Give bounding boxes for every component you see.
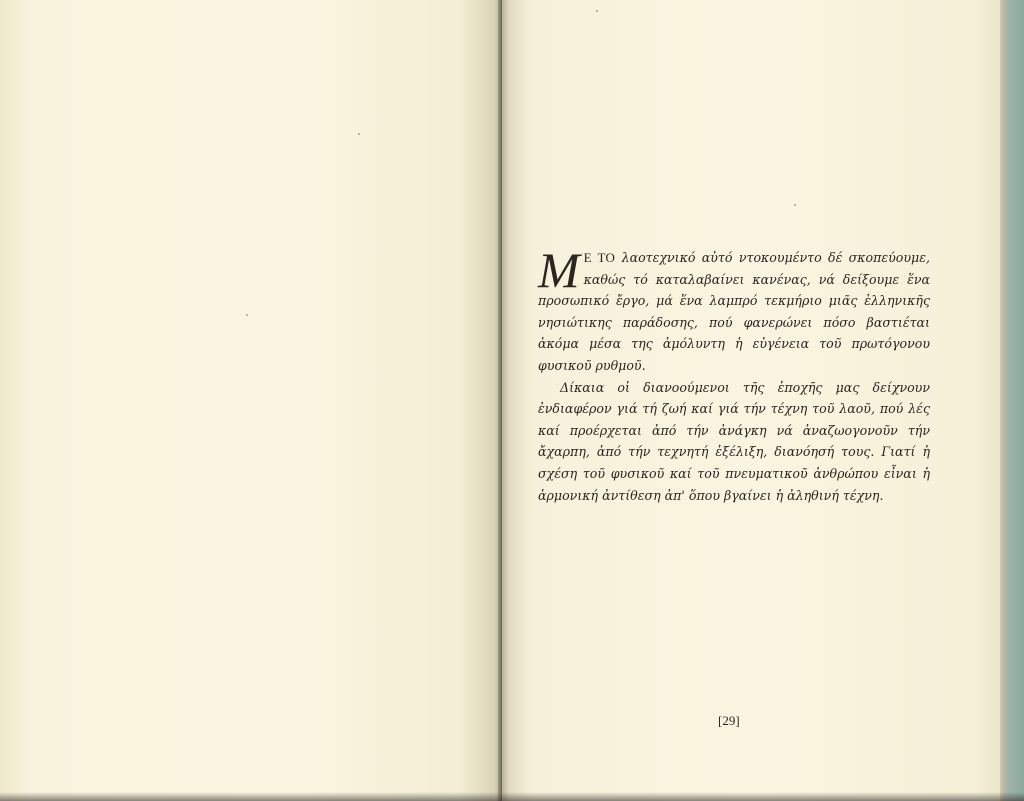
paper-speck — [794, 204, 796, 206]
paper-speck — [358, 133, 360, 135]
paragraph-2: Δίκαια οἱ διανοούμενοι τῆς ἐποχῆς μας δείχνουν ἐνδιαφέρον γιά τή ζωή καί γιά τήν τέχνη τοῦ λαοῦ, πού λές καί προέρχεται ἀπό τήν ἀνάγκη νά ἀναζωογονοῦν τήν ἄχαρπη, ἀπό τήν τεχνητή ἐξέλιξη, διανόησή τους. Γιατί ἡ σχέση τοῦ φυσικοῦ καί τοῦ πνευματικοῦ ἀνθρώπου εἶναι ἡ ἁρμονική ἀντίθεση ἀπ' ὅπου βγαίνει ἡ ἀληθινή τέχνη. — [538, 379, 930, 503]
bottom-shadow — [0, 792, 1024, 801]
left-page-blank — [0, 0, 500, 801]
paper-speck — [596, 10, 598, 12]
paragraph-1 — [538, 242, 930, 377]
page-number: [29] — [718, 713, 740, 728]
paragraph-1-text: λαοτεχνικό αὐτό ντοκουμέντο δέ σκοπεύουμε, καθώς τό καταλαβαίνει κανένας, νά δείξουμε ἕνα προσωπικό ἔργο, μά ἕνα λαμπρό τεκμήριο μιᾶς ἑλληνικῆς νησιώτικης παράδοσης, πού φανερώνει πόσο βαστιέται ἀκόμα μέσα της ἀμόλυντη ἡ εὐγένεια τοῦ πρωτόγονου φυσικοῦ ρυθμοῦ. — [538, 250, 930, 373]
body-text — [538, 242, 930, 506]
page-edges — [1000, 0, 1024, 801]
paper-speck — [246, 314, 248, 316]
drop-cap: M — [538, 242, 580, 298]
opening-words: Ε ΤΟ — [583, 250, 616, 265]
